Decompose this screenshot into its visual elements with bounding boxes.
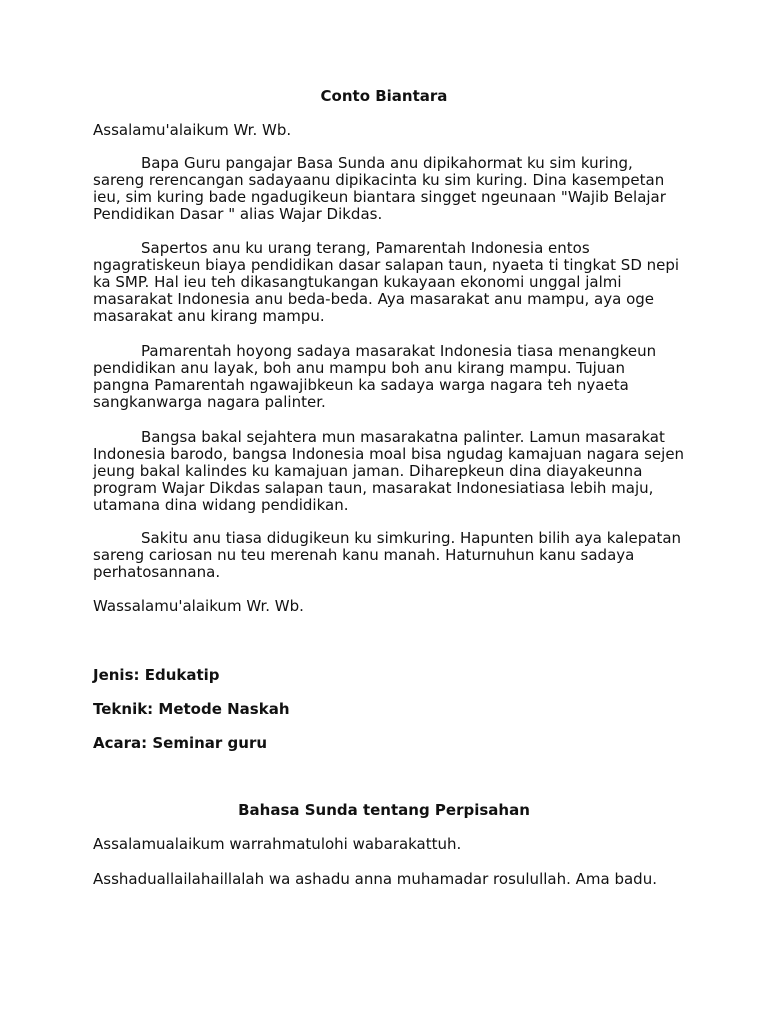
paragraph-4: Bangsa bakal sejahtera mun masarakatna palinter. Lamun masarakat Indonesia barodo, bangsa Indonesia moal bisa ngudag kamajuan nagara sejen jeung bakal kalindes ku kamajuan jaman. Diharepkeun dina diayakeunna program Wajar Dikdas salapan taun, masarakat Indonesiatiasa lebih maju, utamana dina widang pendidikan.: [93, 428, 685, 514]
section-title: Bahasa Sunda tentang Perpisahan: [238, 801, 530, 819]
greeting: Assalamu'alaikum Wr. Wb.: [93, 121, 292, 139]
second-paragraph: Asshaduallailahaillalah wa ashadu anna muhamadar rosulullah. Ama badu.: [93, 870, 657, 888]
paragraph-5: Sakitu anu tiasa didugikeun ku simkuring. Hapunten bilih aya kalepatan sareng cariosan nu teu merenah kanu manah. Haturnuhun kanu sadaya perhatosannana.: [93, 529, 682, 581]
paragraph-2: Sapertos anu ku urang terang, Pamarentah Indonesia entos ngagratiskeun biaya pendidikan dasar salapan taun, nyaeta ti tingkat SD nepi ka SMP. Hal ieu teh dikasangtukangan kukayaan ekonomi unggal jalmi masarakat Indonesia anu beda-beda. Aya masarakat anu mampu, aya oge masarakat anu kirang mampu.: [93, 239, 680, 325]
paragraph-3: Pamarentah hoyong sadaya masarakat Indonesia tiasa menangkeun pendidikan anu layak, boh anu mampu boh anu kirang mampu. Tujuan pangna Pamarentah ngawajibkeun ka sadaya warga nagara teh nyaeta sangkanwarga nagara palinter.: [93, 342, 657, 411]
second-greeting: Assalamualaikum warrahmatulohi wabarakattuh.: [93, 835, 462, 853]
jenis-label: Jenis: Edukatip: [93, 666, 220, 684]
closing-salutation: Wassalamu'alaikum Wr. Wb.: [93, 597, 304, 615]
acara-label: Acara: Seminar guru: [93, 734, 268, 752]
paragraph-1: Bapa Guru pangajar Basa Sunda anu dipikahormat ku sim kuring, sareng rerencangan sadayaanu dipikacinta ku sim kuring. Dina kasempetan ieu, sim kuring bade ngadugikeun biantara singget ngeunaan "Wajib Belajar Pendidikan Dasar " alias Wajar Dikdas.: [93, 154, 666, 223]
document-title: Conto Biantara: [320, 87, 448, 105]
teknik-label: Teknik: Metode Naskah: [93, 700, 290, 718]
